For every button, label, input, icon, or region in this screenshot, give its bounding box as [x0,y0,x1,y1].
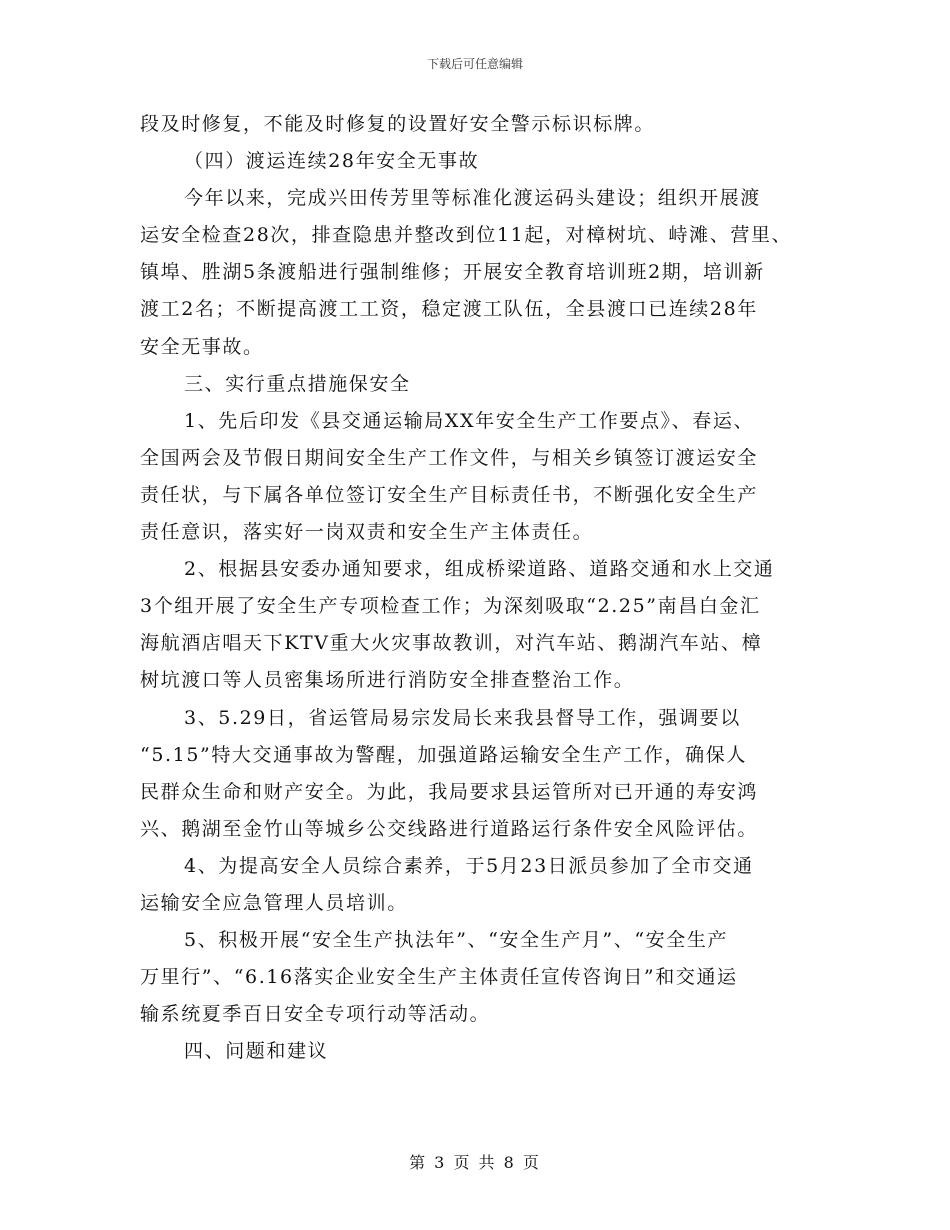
text-line: 4、为提高安全人员综合素养，于5月23日派员参加了全市交通 [184,854,754,877]
text-line: 树坑渡口等人员密集场所进行消防安全排查整治工作。 [140,669,635,692]
header-note: 下载后可任意编辑 [426,57,523,71]
text-line: 3、5.29日，省运管局易宗发局长来我县督导工作，强调要以 [184,706,741,729]
text-line: 输系统夏季百日安全专项行动等活动。 [140,1003,491,1026]
page-footer: 第 3 页 共 8 页 [409,1153,541,1172]
body-text [140,106,820,1070]
text-line: 海航酒店唱天下KTV重大火灾事故教训，对汽车站、鹅湖汽车站、樟 [140,632,763,655]
text-line: 5、积极开展“安全生产执法年”、“安全生产月”、“安全生产 [184,929,729,952]
text-line: 责任状，与下属各单位签订安全生产目标责任书，不断强化安全生产 [140,483,759,506]
text-line: 责任意识，落实好一岗双责和安全生产主体责任。 [140,521,594,544]
text-line: 2、根据县安委办通知要求，组成桥梁道路、道路交通和水上交通 [184,558,775,581]
text-line: 1、先后印发《县交通运输局XX年安全生产工作要点》、春运、 [184,409,755,432]
text-line: “5.15”特大交通事故为警醒，加强道路运输安全生产工作，确保人 [140,743,747,766]
text-line: 全国两会及节假日期间安全生产工作文件，与相关乡镇签订渡运安全 [140,446,759,469]
text-line: 今年以来，完成兴田传芳里等标准化渡运码头建设；组织开展渡 [184,187,761,210]
text-line: 万里行”、“6.16落实企业安全生产主体责任宣传咨询日”和交通运 [140,966,738,989]
text-line: 段及时修复，不能及时修复的设置好安全警示标识标牌。 [140,113,656,135]
text-line: 民群众生命和财产安全。为此，我局要求县运管所对已开通的寿安鸿 [140,780,759,803]
text-line: 安全无事故。 [140,335,264,358]
text-line: 运输安全应急管理人员培训。 [140,891,408,914]
text-line: 四、问题和建议 [184,1040,329,1063]
text-line: 3个组开展了安全生产专项检查工作；为深刻吸取“2.25”南昌白金汇 [140,595,761,618]
text-line: 运安全检查28次，排查隐患并整改到位11起，对樟树坑、峙滩、营里、 [140,224,793,247]
text-line: 渡工2名；不断提高渡工工资，稳定渡工队伍，全县渡口已连续28年 [140,298,758,321]
text-line: 三、实行重点措施保安全 [184,372,411,395]
text-line: （四）渡运连续28年安全无事故 [184,150,480,173]
text-line: 镇埠、胜湖5条渡船进行强制维修；开展安全教育培训班2期，培训新 [140,261,765,284]
text-line: 兴、鹅湖至金竹山等城乡公交线路进行道路运行条件安全风险评估。 [140,817,759,840]
